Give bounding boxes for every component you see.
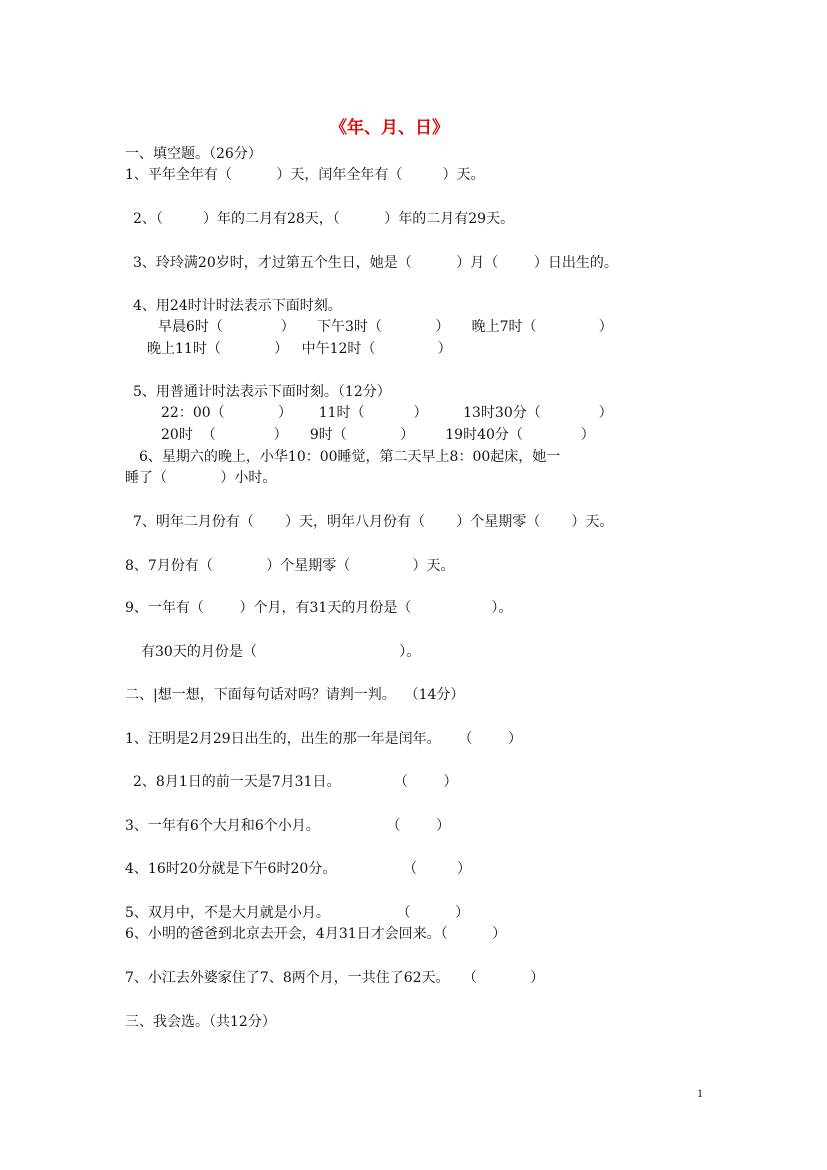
question-5-row-1: 22：00（ ） 11时（ ） 13时30分（ ） (161, 405, 613, 421)
question-4-prompt: 4、用24时计时法表示下面时刻。 (133, 298, 342, 314)
question-5-row-2: 20时 （ ） 9时（ ） 19时40分（ ） (161, 427, 595, 443)
section-2-heading: 二、|想一想，下面每句话对吗？请判一判。 （14分） (125, 687, 465, 703)
question-4-row-1: 早晨6时（ ） 下午3时（ ） 晚上7时（ ） (158, 319, 613, 335)
question-9-line-2: 有30天的月份是（ ）。 (141, 644, 421, 660)
question-2: 2、（ ）年的二月有28天，（ ）年的二月有29天。 (133, 211, 515, 227)
page-title: 《年、月、日》 (330, 118, 449, 138)
judge-item-3: 3、一年有6个大月和6个小月。 （ ） (125, 818, 451, 834)
judge-item-4: 4、16时20分就是下午6时20分。 （ ） (125, 861, 472, 877)
judge-item-2: 2、8月1日的前一天是7月31日。 （ ） (133, 774, 458, 790)
judge-item-1: 1、汪明是2月29日出生的，出生的那一年是闰年。 （ ） (125, 731, 523, 747)
section-1-heading: 一、填空题。（26分） (125, 146, 262, 162)
question-8: 8、7月份有（ ）个星期零（ ）天。 (125, 558, 455, 574)
page-number: 1 (697, 1086, 703, 1100)
judge-item-7: 7、小江去外婆家住了7、8两个月，一共住了62天。 （ ） (125, 970, 545, 986)
question-4-row-2: 晚上11时（ ） 中午12时（ ） (147, 341, 452, 357)
section-3-heading: 三、我会选。（共12分） (125, 1014, 276, 1030)
question-1: 1、平年全年有（ ）天，闰年全年有（ ）天。 (125, 167, 485, 183)
question-6-line-2: 睡了（ ）小时。 (125, 470, 277, 486)
question-7: 7、明年二月份有（ ）天，明年八月份有（ ）个星期零（ ）天。 (133, 514, 614, 530)
judge-item-6: 6、小明的爸爸到北京去开会，4月31日才会回来。（ ） (125, 926, 507, 942)
question-9-line-1: 9、一年有（ ）个月，有31天的月份是（ ）。 (125, 600, 513, 616)
question-3: 3、玲玲满20岁时，才过第五个生日，她是（ ）月（ ）日出生的。 (133, 255, 618, 271)
question-5-prompt: 5、用普通计时法表示下面时刻。（12分） (133, 384, 391, 400)
judge-item-5: 5、双月中，不是大月就是小月。 （ ） (125, 905, 470, 921)
question-6-line-1: 6、星期六的晚上，小华10：00睡觉，第二天早上8：00起床，她一 (139, 449, 561, 465)
